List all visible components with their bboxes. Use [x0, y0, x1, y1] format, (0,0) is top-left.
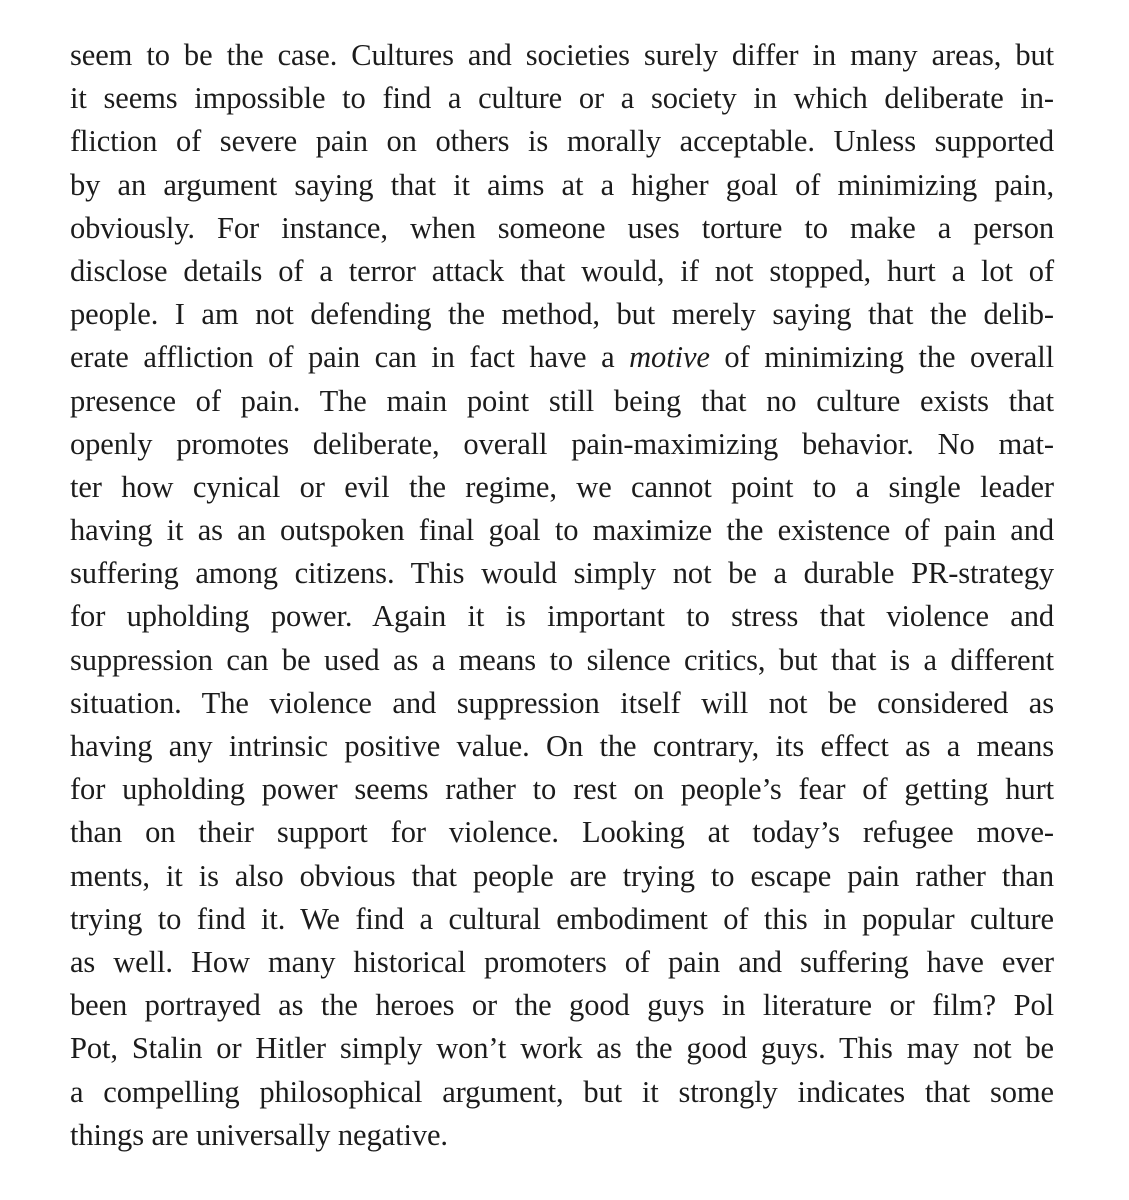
text-line-13: suffering among citizens. This would simply not be a durable PR-strategy [70, 556, 1054, 591]
italic-word-motive: motive [629, 340, 710, 375]
text-line-9: presence of pain. The main point still being that no culture exists that [70, 383, 1054, 418]
text-line-1: seem to be the case. Cultures and societies surely differ in many areas, but [70, 38, 1054, 72]
text-line-19: than on their support for violence. Looking at today’s refugee move- [70, 815, 1054, 850]
text-line-25: a compelling philosophical argument, but it strongly indicates that some [70, 1074, 1054, 1109]
text-line-16: situation. The violence and suppression itself will not be considered as [70, 685, 1054, 720]
text-line-7: people. I am not defending the method, but merely saying that the delib- [70, 297, 1054, 332]
text-line-6: disclose details of a terror attack that would, if not stopped, hurt a lot of [70, 253, 1054, 288]
text-line-14: for upholding power. Again it is important to stress that violence and [70, 599, 1054, 634]
text-line-5: obviously. For instance, when someone uses torture to make a person [70, 210, 1054, 245]
text-line-26: things are universally negative. [70, 1117, 448, 1152]
text-line-8 [70, 336, 1054, 379]
text-line-21: trying to find it. We find a cultural embodiment of this in popular culture [70, 901, 1054, 936]
text-line-18: for upholding power seems rather to rest on people’s fear of getting hurt [70, 772, 1054, 807]
text-line-20: ments, it is also obvious that people are trying to escape pain rather than [70, 858, 1054, 893]
line-8-after-italic: of minimizing the overall [709, 340, 1054, 375]
text-line-4: by an argument saying that it aims at a higher goal of minimizing pain, [70, 167, 1054, 202]
line-8-before-italic: erate affliction of pain can in fact have a [70, 340, 630, 375]
text-line-11: ter how cynical or evil the regime, we cannot point to a single leader [70, 469, 1054, 504]
text-line-2: it seems impossible to find a culture or a society in which deliberate in- [70, 81, 1054, 116]
text-line-24: Pot, Stalin or Hitler simply won’t work as the good guys. This may not be [70, 1031, 1054, 1066]
text-line-17: having any intrinsic positive value. On the contrary, its effect as a means [70, 729, 1054, 763]
text-line-10: openly promotes deliberate, overall pain-maximizing behavior. No mat- [70, 426, 1054, 461]
body-paragraph [70, 34, 1054, 1157]
text-line-23: been portrayed as the heroes or the good guys in literature or film? Pol [70, 988, 1054, 1023]
text-line-3: fliction of severe pain on others is morally acceptable. Unless supported [70, 124, 1054, 159]
text-line-12: having it as an outspoken final goal to maximize the existence of pain and [70, 513, 1054, 548]
text-line-22: as well. How many historical promoters of pain and suffering have ever [70, 944, 1054, 979]
page-text-block [70, 34, 1054, 1157]
text-line-15: suppression can be used as a means to silence critics, but that is a different [70, 642, 1054, 677]
